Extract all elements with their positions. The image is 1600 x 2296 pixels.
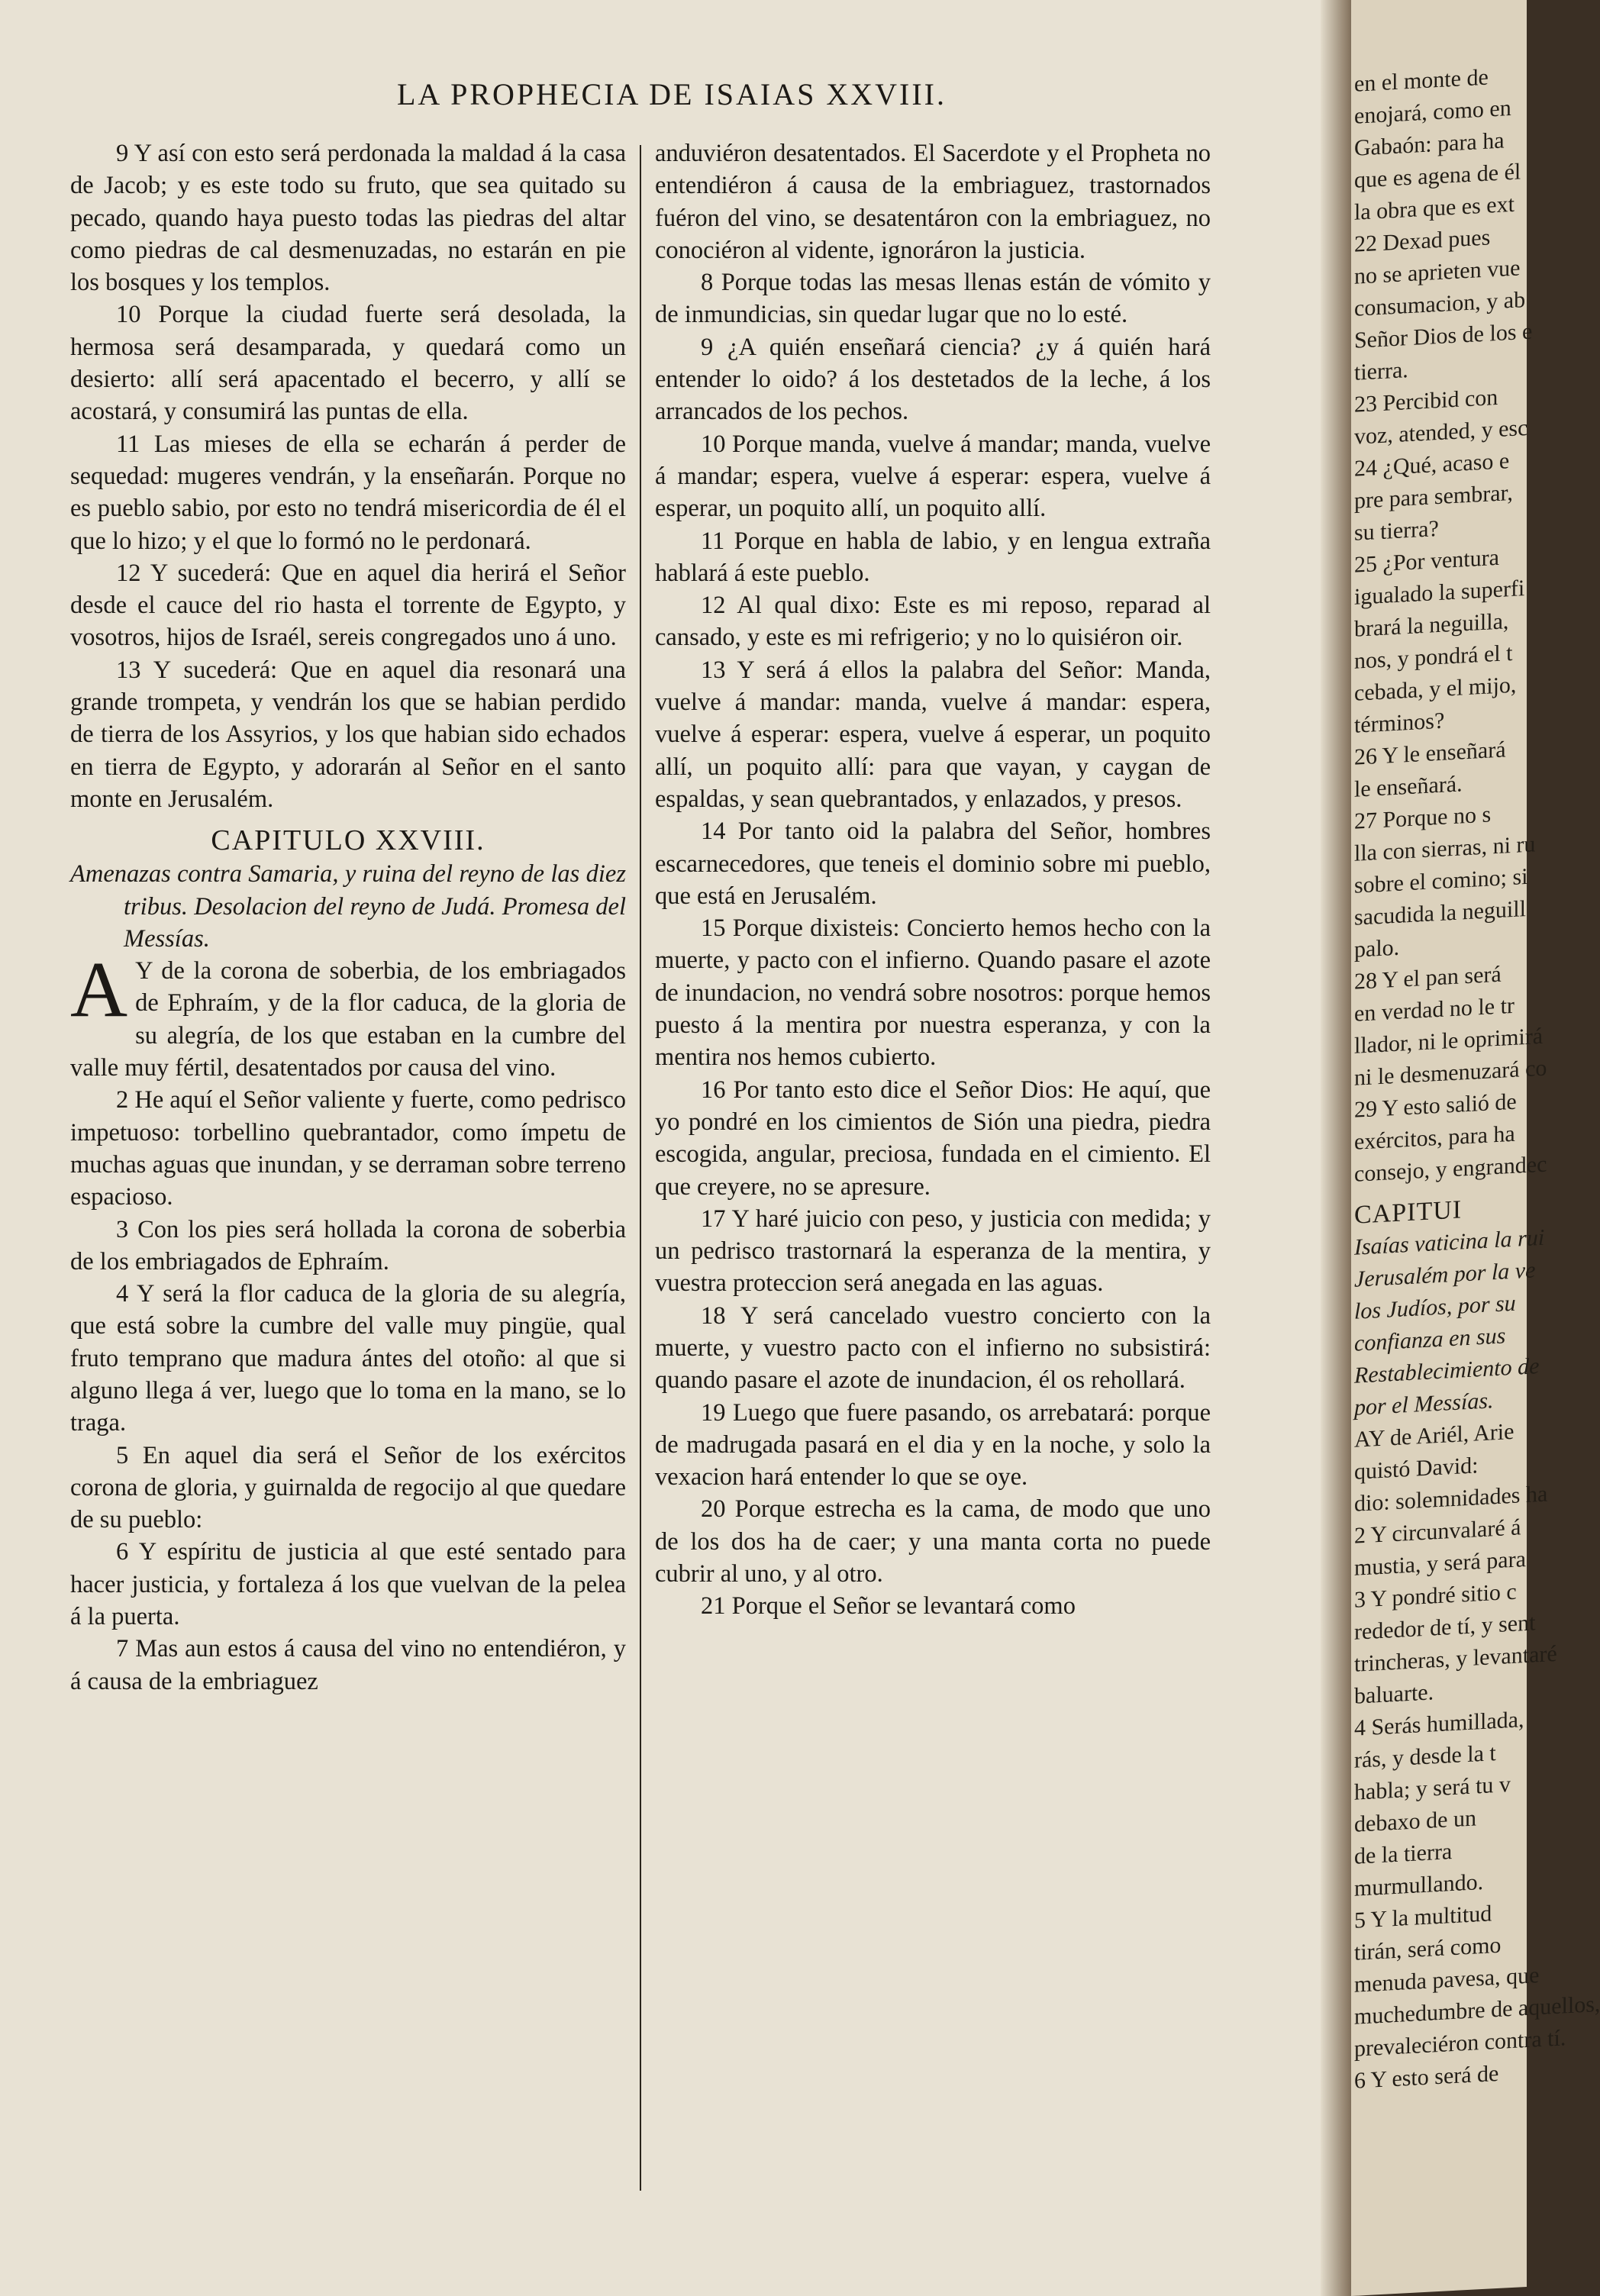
- right-page-line: sacudida la neguill: [1354, 896, 1526, 930]
- verse: 11 Porque en habla de labio, y en lengua extraña hablará á este pueblo.: [655, 527, 1211, 587]
- text-column-right: [655, 137, 1211, 1623]
- right-page-line: 5 Y la multitud: [1354, 1901, 1492, 1933]
- verse: 2 He aquí el Señor valiente y fuerte, como pedrisco impetuoso: torbellino quebrantador, como ímpetu de muchas aguas que inundan, y se derraman sobre terreno espacioso.: [70, 1086, 626, 1211]
- right-page-line: 28 Y el pan será: [1354, 961, 1502, 995]
- right-page-line: le enseñará.: [1354, 771, 1463, 802]
- verse: 14 Por tanto oid la palabra del Señor, hombres escarnecedores, que teneis el dominio sobre mi pueblo, que está en Jerusalém.: [655, 817, 1211, 910]
- right-page-line: términos?: [1354, 708, 1445, 738]
- right-page-fragment: [1351, 0, 1600, 2296]
- right-page-line: 4 Serás humillada,: [1354, 1707, 1524, 1741]
- right-page-line: que es agena de él: [1354, 159, 1521, 193]
- right-page-line: ni le desmenuzará co: [1354, 1055, 1547, 1091]
- right-page-line: sobre el comino; si: [1354, 863, 1528, 898]
- right-page-line: exércitos, para ha: [1354, 1121, 1515, 1155]
- right-page-line: 22 Dexad pues: [1354, 224, 1491, 257]
- verse: 15 Porque dixisteis: Concierto hemos hecho con la muerte, y pacto con el infierno. Quando pasare el azote de inundacion, no vendrá sobre nosotros: porque hemos puesto á la mentira por nuestra esperanza, y con la mentira nos hemos cubierto.: [655, 914, 1211, 1072]
- right-page-line: su tierra?: [1354, 515, 1439, 546]
- verse: 17 Y haré juicio con peso, y justicia con medida; y un pedrisco trastornará la esperanza de la mentira, y vuestra proteccion será anegada en las aguas.: [655, 1204, 1211, 1298]
- verse: 13 Y sucederá: Que en aquel dia resonará una grande trompeta, y vendrán los que se habian perdido de tierra de los Assyrios, y los que habian sido echados en tierra de Egypto, y adorarán al Señor en el santo monte en Jerusalém.: [70, 656, 626, 813]
- verse: 12 Y sucederá: Que en aquel dia herirá el Señor desde el cauce del rio hasta el torrente de Egypto, y vosotros, hijos de Israél, sereis congregados uno á uno.: [70, 559, 626, 652]
- right-page-line: brará la neguilla,: [1354, 608, 1509, 642]
- right-page-line: enojará, como en: [1354, 95, 1511, 129]
- right-page-line: menuda pavesa, que: [1354, 1962, 1540, 1998]
- right-page-line: pre para sembrar,: [1354, 479, 1513, 514]
- right-page-line: 27 Porque no s: [1354, 801, 1492, 834]
- drop-cap: A: [70, 946, 128, 1034]
- right-page-line: baluarte.: [1354, 1679, 1434, 1709]
- verse: 12 Al qual dixo: Este es mi reposo, reparad al cansado, y este es mi refrigerio; y no lo quisiéron oir.: [655, 592, 1211, 652]
- verse: 9 Y así con esto será perdonada la maldad á la casa de Jacob; y es este todo su fruto, que sea quitado su pecado, quando haya puesto todas las piedras del altar como piedras de cal desmenuzadas, no estarán en pie los bosques y los templos.: [70, 140, 626, 297]
- verse: 21 Porque el Señor se levantará como: [701, 1592, 1076, 1620]
- verse: 16 Por tanto esto dice el Señor Dios: He aquí, que yo pondré en los cimientos de Sión una piedra, piedra escogida, angular, preciosa, fundada en el cimiento. El que creyere, no se apresure.: [655, 1075, 1211, 1201]
- right-page-line: tierra.: [1354, 357, 1408, 385]
- verse: 18 Y será cancelado vuestro concierto con la muerte, y vuestro pacto con el infierno no subsistirá: quando pasare el azote de inundacion, él os rehollará.: [655, 1301, 1211, 1395]
- right-page-summary-line: los Judíos, por su: [1354, 1290, 1516, 1324]
- right-page-line: mustia, y será para: [1354, 1546, 1526, 1581]
- verse: 8 Porque todas las mesas llenas están de vómito y de inmundicias, sin quedar lugar que no lo esté.: [655, 269, 1211, 329]
- right-page-line: tirán, será como: [1354, 1932, 1502, 1965]
- chapter-summary-text: Amenazas contra Samaria, y ruina del reyno de las diez tribus. Desolacion del reyno de Judá. Promesa del Messías.: [70, 860, 626, 953]
- verse: 6 Y espíritu de justicia al que esté sentado para hacer justicia, y fortaleza á los que vuelvan de la pelea á la puerta.: [70, 1538, 626, 1631]
- verse: anduviéron desatentados. El Sacerdote y el Propheta no entendiéron á causa de la embriaguez, trastornados fuéron del vino, se desatentáron con la embriaguez, no conociéron al vidente, ignoráron la justicia.: [655, 140, 1211, 264]
- verse: 3 Con los pies será hollada la corona de soberbia de los embriagados de Ephraím.: [70, 1215, 626, 1275]
- right-page-line: en verdad no le tr: [1354, 992, 1515, 1027]
- right-page-line: consumacion, y ab: [1354, 287, 1526, 321]
- right-page-summary-line: Restablecimiento de: [1354, 1353, 1540, 1388]
- right-page-summary-line: Jerusalém por la ve: [1354, 1257, 1536, 1292]
- right-page-line: dio: solemnidades ha: [1354, 1481, 1548, 1517]
- right-page-line: trincheras, y levantaré: [1354, 1640, 1557, 1677]
- right-page-line: 2 Y circunvalaré á: [1354, 1514, 1521, 1549]
- right-page-line: rededor de tí, y sent: [1354, 1610, 1536, 1645]
- right-page-line: nos, y pondrá el t: [1354, 640, 1513, 674]
- right-page-line: Señor Dios de los e: [1354, 318, 1533, 353]
- right-page-line: la obra que es ext: [1354, 191, 1515, 225]
- right-page-line: 6 Y esto será de: [1354, 2060, 1499, 2094]
- column-divider: [640, 145, 641, 2191]
- right-page-line: lla con sierras, ni ru: [1354, 831, 1536, 866]
- right-page-summary-line: confianza en sus: [1354, 1323, 1506, 1356]
- right-page-line: prevaleciéron contra tí.: [1354, 2025, 1566, 2062]
- verse: 13 Y será á ellos la palabra del Señor: Manda, vuelve á mandar: manda, vuelve á mandar: espera, vuelve á esperar: espera, vuelve á esperar, un poquito allí, un poquito allí: para que vayan, y caygan de espaldas, y sean quebrantados, y enlazados, y presos.: [655, 656, 1211, 813]
- right-page-line: 23 Percibid con: [1354, 384, 1498, 418]
- right-page-line: 26 Y le enseñará: [1354, 737, 1506, 770]
- right-page-line: muchedumbre de aquellos,: [1354, 1991, 1600, 2030]
- right-page-line: voz, atended, y esc: [1354, 414, 1528, 450]
- right-page-line: llador, ni le oprimirá: [1354, 1023, 1544, 1059]
- right-page-line: 3 Y pondré sitio c: [1354, 1578, 1517, 1613]
- right-page-line: habla; y será tu v: [1354, 1772, 1511, 1805]
- right-page-line: debaxo de un: [1354, 1805, 1476, 1837]
- chapter-summary: [70, 858, 626, 955]
- right-page-summary-line: por el Messías.: [1354, 1388, 1494, 1420]
- verse: 9 ¿A quién enseñará ciencia? ¿y á quién hará entender lo oido? á los destetados de la leche, á los arrancados de los pechos.: [655, 333, 1211, 426]
- right-page-line: igualado la superfi: [1354, 576, 1525, 610]
- verse: 5 En aquel dia será el Señor de los exércitos corona de gloria, y guirnalda de regocijo al que quedare de su pueblo:: [70, 1441, 626, 1534]
- right-page-line: 24 ¿Qué, acaso e: [1354, 448, 1510, 482]
- text-column-left: [70, 137, 626, 1698]
- verse: 20 Porque estrecha es la cama, de modo que uno de los dos ha de caer; y una manta corta no puede cubrir al uno, y al otro.: [655, 1495, 1211, 1588]
- right-page-summary-line: Isaías vaticina la rui: [1354, 1224, 1545, 1260]
- right-page-line: murmullando.: [1354, 1869, 1484, 1901]
- right-page-line: cebada, y el mijo,: [1354, 672, 1517, 706]
- first-verse: [70, 946, 626, 1084]
- right-page-text: [1351, 0, 1600, 2098]
- right-page-line: AY de Ariél, Arie: [1354, 1418, 1515, 1453]
- verse: 7 Mas aun estos á causa del vino no entendiéron, y á causa de la embriaguez: [70, 1635, 626, 1695]
- verse: 10 Porque la ciudad fuerte será desolada, la hermosa será desamparada, y quedará como un desierto: allí será apacentado el becerro, y allí se acostará, y consumirá las puntas de ella.: [70, 301, 626, 426]
- chapter-heading: CAPITULO XXVIII.: [211, 824, 485, 857]
- right-page-line: 29 Y esto salió de: [1354, 1088, 1517, 1123]
- first-verse-text: Y de la corona de soberbia, de los embriagados de Ephraím, y de la flor caduca, de la gloria de su alegría, de los que estaban en la cumbre del valle muy fértil, desatentados por causa del vino.: [70, 957, 626, 1082]
- verse: 11 Las mieses de ella se echarán á perder de sequedad: mugeres vendrán, y la enseñarán. Porque no es pueblo sabio, por esto no tendrá misericordia de él el que lo hizo; y el que lo formó no le perdonará.: [70, 430, 626, 555]
- right-page-line: rás, y desde la t: [1354, 1740, 1496, 1773]
- right-page-line: en el monte de: [1354, 64, 1489, 97]
- right-page-chapter-heading: CAPITUI: [1354, 1195, 1463, 1230]
- right-page-line: 25 ¿Por ventura: [1354, 544, 1499, 578]
- right-page-line: consejo, y engrandec: [1354, 1151, 1547, 1187]
- verse: 10 Porque manda, vuelve á mandar; manda, vuelve á mandar; espera, vuelve á esperar: espera, vuelve á esperar, un poquito allí, un poquito allí.: [655, 430, 1211, 523]
- right-page-line: Gabaón: para ha: [1354, 127, 1505, 161]
- running-header: LA PROPHECIA DE ISAIAS XXVIII.: [396, 77, 947, 111]
- right-page-line: no se aprieten vue: [1354, 255, 1521, 289]
- right-page-line: de la tierra: [1354, 1839, 1453, 1869]
- right-page-line: palo.: [1354, 934, 1400, 963]
- verse: 19 Luego que fuere pasando, os arrebatará: porque de madrugada pasará en el dia y en la noche, y solo la vexacion hará entender lo que se oye.: [655, 1398, 1211, 1491]
- right-page-line: quistó David:: [1354, 1453, 1479, 1485]
- verse: 4 Y será la flor caduca de la gloria de su alegría, que está sobre la cumbre del valle muy pingüe, qual fruto temprano que madura ántes del otoño: al que si alguno llega á ver, luego que lo toma en la mano, se lo traga.: [70, 1280, 626, 1437]
